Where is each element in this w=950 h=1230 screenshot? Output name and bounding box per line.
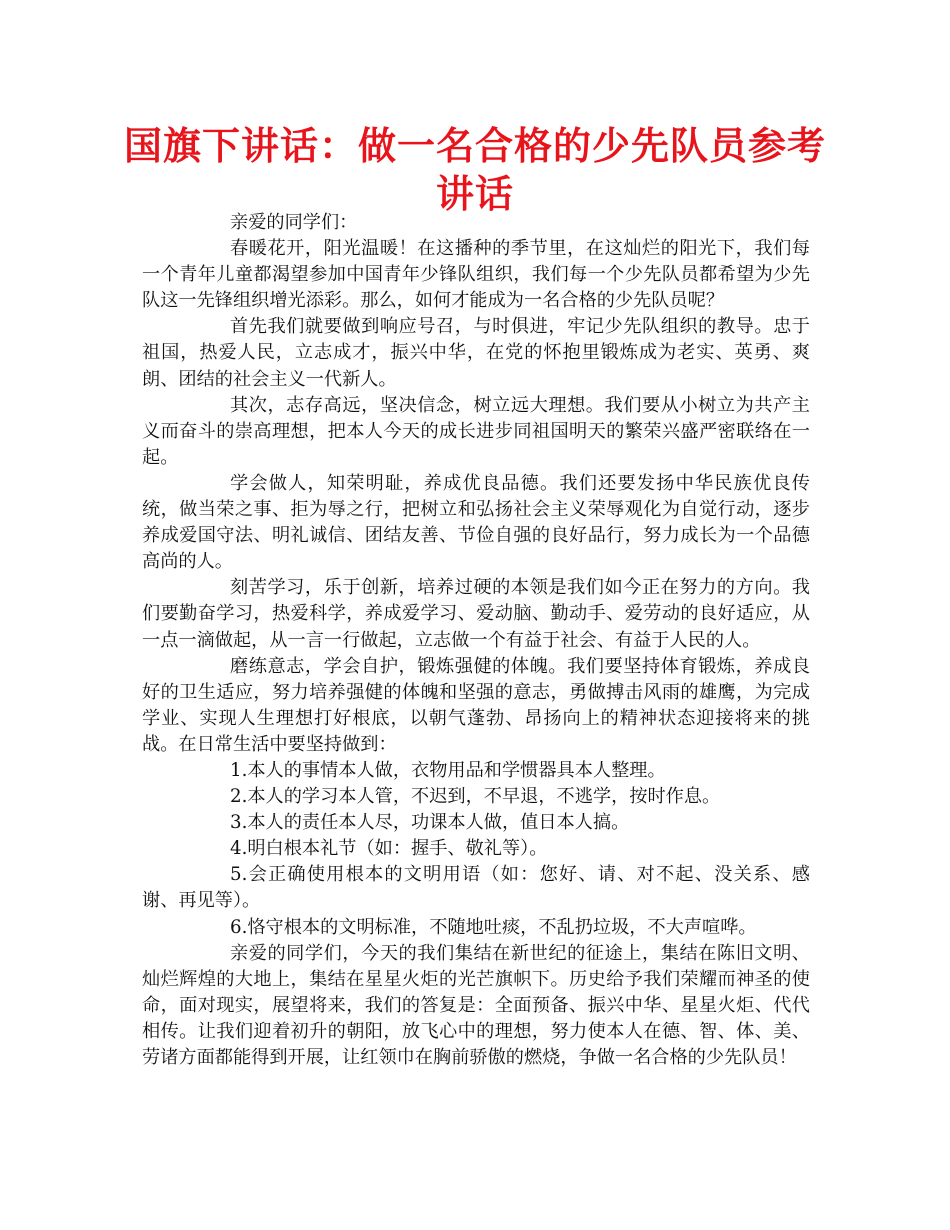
paragraph-intro: 春暖花开，阳光温暖！在这播种的季节里，在这灿烂的阳光下，我们每一个青年儿童都渴望参加中国青年少锋队组织，我们每一个少先队员都希望为少先队这一先锋组织增光添彩。那么，如何才能成为一名合格的少先队员呢？ bbox=[142, 238, 810, 312]
list-item-5: 5.会正确使用根本的文明用语（如：您好、请、对不起、没关系、感谢、再见等）。 bbox=[142, 864, 810, 912]
list-item-3: 3.本人的责任本人尽，功课本人做，值日本人搞。 bbox=[230, 812, 630, 834]
list-item-4: 4.明白根本礼节（如：握手、敬礼等）。 bbox=[230, 838, 548, 860]
list-item-2: 2.本人的学习本人管，不迟到，不早退，不逃学，按时作息。 bbox=[230, 786, 721, 808]
paragraph-character: 学会做人，知荣明耻，养成优良品德。我们还要发扬中华民族优良传统，做当荣之事、拒为辱之行，把树立和弘扬社会主义荣辱观化为自觉行动，逐步养成爱国守法、明礼诚信、团结友善、节俭自强的良好品行，努力成长为一个品德高尚的人。 bbox=[142, 472, 810, 573]
list-item-6: 6.恪守根本的文明标准，不随地吐痰，不乱扔垃圾，不大声喧哗。 bbox=[230, 916, 757, 938]
paragraph-closing: 亲爱的同学们，今天的我们集结在新世纪的征途上，集结在陈旧文明、灿烂辉煌的大地上，集结在星星火炬的光芒旗帜下。历史给予我们荣耀而神圣的使命，面对现实，展望将来，我们的答复是：全面预备、振兴中华、星星火炬、代代相传。让我们迎着初升的朝阳，放飞心中的理想，努力使本人在德、智、体、美、劳诸方面都能得到开展，让红领巾在胸前骄傲的燃烧，争做一名合格的少先队员！ bbox=[142, 942, 810, 1068]
paragraph-second: 其次，志存高远，坚决信念，树立远大理想。我们要从小树立为共产主义而奋斗的崇高理想，把本人今天的成长进步同祖国明天的繁荣兴盛严密联络在一起。 bbox=[142, 394, 810, 468]
document-title: 国旗下讲话：做一名合格的少先队员参考讲话 bbox=[123, 124, 826, 216]
paragraph-study: 刻苦学习，乐于创新，培养过硬的本领是我们如今正在努力的方向。我们要勤奋学习，热爱科学，养成爱学习、爱动脑、勤动手、爱劳动的良好适应，从一点一滴做起，从一言一行做起，立志做一个有益于社会、有益于人民的人。 bbox=[142, 577, 810, 651]
document-body bbox=[142, 210, 810, 1071]
list-item-1: 1.本人的事情本人做，衣物用品和学惯器具本人整理。 bbox=[230, 759, 666, 781]
salutation: 亲爱的同学们： bbox=[230, 212, 358, 233]
paragraph-fitness: 磨练意志，学会自护，锻炼强健的体魄。我们要坚持体育锻炼，养成良好的卫生适应，努力培养强健的体魄和坚强的意志，勇做搏击风雨的雄鹰，为完成学业、实现人生理想打好根底，以朝气蓬勃、昂扬向上的精神状态迎接将来的挑战。在日常生活中要坚持做到： bbox=[142, 655, 810, 755]
paragraph-first: 首先我们就要做到响应号召，与时俱进，牢记少先队组织的教导。忠于祖国，热爱人民，立志成才，振兴中华，在党的怀抱里锻炼成为老实、英勇、爽朗、团结的社会主义一代新人。 bbox=[142, 316, 810, 390]
